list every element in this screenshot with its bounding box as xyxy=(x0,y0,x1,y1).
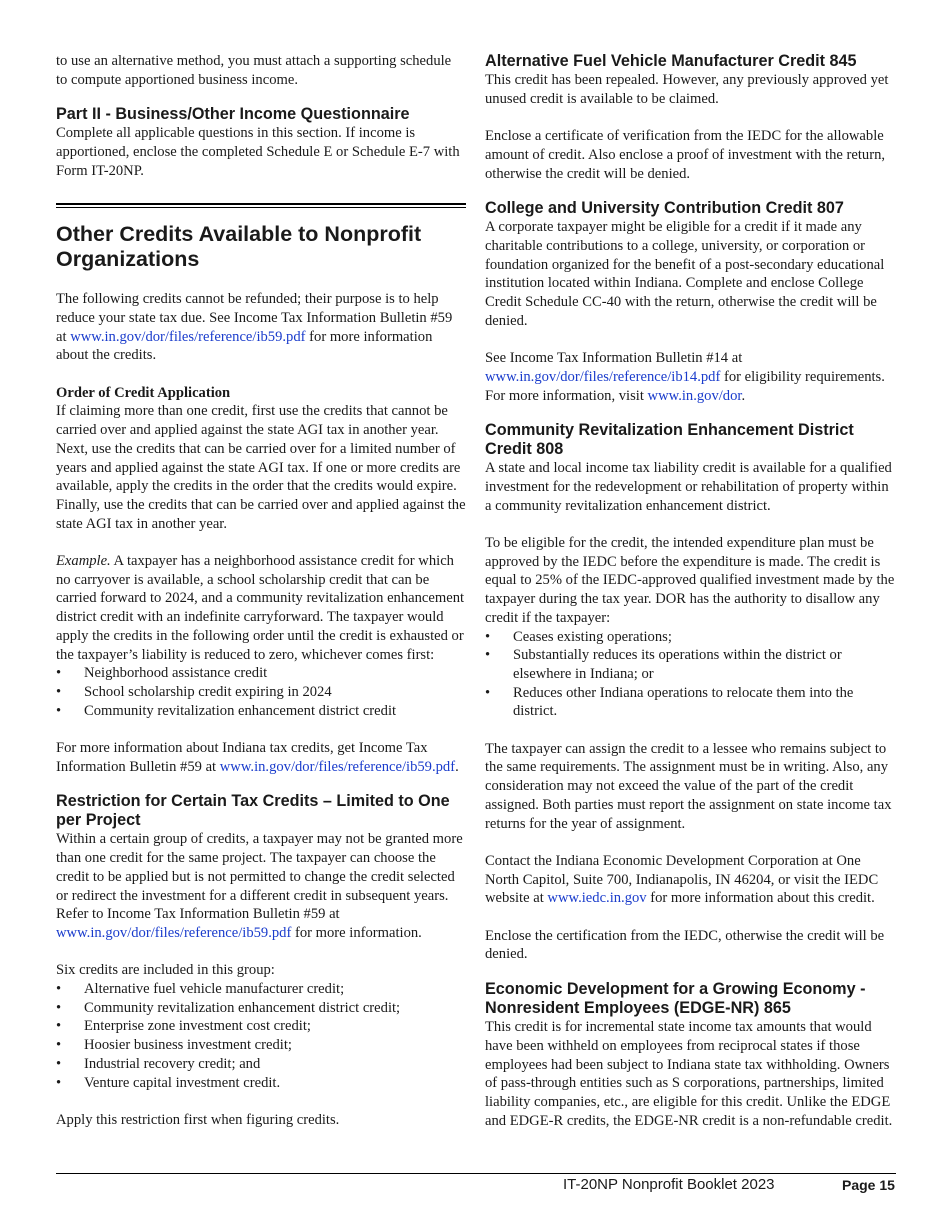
cred-text-2: To be eligible for the credit, the intended expenditure plan must be approved by the IEDC before the expenditure is made. The credit is equal to 25% of the IEDC-approved qualified investment made by the taxpayer during the tax year. DOR has the authority to disallow any credit if the taxpayer: xyxy=(485,535,895,626)
list-item: • Community revitalization enhancement district credit xyxy=(56,702,466,721)
restriction-text: Within a certain group of credits, a taxpayer may not be granted more than one credit for the same project. The taxpayer can choose the credit to be applied but is not permitted to change the credit selected or redirect the investment for a different credit in subsequent years. Refer to Income Tax Information Bulletin #59 at www.in.gov/dor/files/reference/ib59.pdf for more information. xyxy=(56,831,463,941)
list-item: • Alternative fuel vehicle manufacturer credit; xyxy=(56,980,466,999)
list-item: • Venture capital investment credit. xyxy=(56,1074,466,1093)
restriction-heading: Restriction for Certain Tax Credits – Limited to One per Project xyxy=(56,792,450,830)
list-item: • Enterprise zone investment cost credit; xyxy=(56,1017,466,1036)
cred-heading: Community Revitalization Enhancement District Credit 808 xyxy=(485,421,854,459)
college-text-1: A corporate taxpayer might be eligible for a credit if it made any charitable contributions to a college, university, or corporation or foundation organized for the benefit of a post-secondary educational institution located within Indiana. Complete and enclose College Credit Schedule CC-40 with the return, otherwise the credit will be denied. xyxy=(485,219,885,329)
ib59-link[interactable]: www.in.gov/dor/files/reference/ib59.pdf xyxy=(56,924,292,941)
order-text: If claiming more than one credit, first use the credits that cannot be carried over and applied against the state AGI tax in another year. Next, use the credits that can be carried over for a limited number of years and applied against the state AGI tax. If one or more credits are available, apply the credits in the order that the credits would expire. Finally, use the credits that can be carried over and applied against the state AGI tax in another year. xyxy=(56,403,466,532)
list-item: • Ceases existing operations; xyxy=(485,628,897,647)
cred-text-3: The taxpayer can assign the credit to a lessee who remains subject to the same requirements. The assignment must be in writing. Also, any consideration may not exceed the value of the part of the credit assigned. Both parties must report the assignment on state income tax returns for the year of assignment. xyxy=(485,740,892,832)
credits-intro: The following credits cannot be refunded; their purpose is to help reduce your state tax due. See Income Tax Information Bulletin #59 at www.in.gov/dor/files/reference/ib59.pdf for more information about the credits. xyxy=(56,291,453,364)
six-credits-list xyxy=(56,980,466,1092)
list-item: • Industrial recovery credit; and xyxy=(56,1055,466,1074)
list-item: • Community revitalization enhancement district credit; xyxy=(56,999,466,1018)
edge-heading: Economic Development for a Growing Economy - Nonresident Employees (EDGE-NR) 865 xyxy=(485,980,866,1018)
footer-rule xyxy=(56,1173,896,1174)
college-heading: College and University Contribution Credit 807 xyxy=(485,199,844,218)
example-list xyxy=(56,664,466,720)
afv-text-2: Enclose a certificate of verification from the IEDC for the allowable amount of credit. Also enclose a proof of investment with the return, otherwise the credit will be denied. xyxy=(485,128,886,182)
ib59-link[interactable]: www.in.gov/dor/files/reference/ib59.pdf xyxy=(219,758,456,775)
footer-title: IT-20NP Nonprofit Booklet 2023 xyxy=(563,1176,775,1193)
ib14-link[interactable]: www.in.gov/dor/files/reference/ib14.pdf xyxy=(485,368,721,385)
ib59-link[interactable]: www.in.gov/dor/files/reference/ib59.pdf xyxy=(70,328,306,345)
part2-text: Complete all applicable questions in this section. If income is apportioned, enclose the completed Schedule E or Schedule E-7 with Form IT-20NP. xyxy=(56,125,460,179)
more-info-text: For more information about Indiana tax credits, get Income Tax Information Bulletin #59 at www.in.gov/dor/files/reference/ib59.pdf. xyxy=(56,740,459,775)
list-item: • Reduces other Indiana operations to relocate them into the district. xyxy=(485,684,897,721)
left-column xyxy=(56,52,466,1130)
order-heading: Order of Credit Application xyxy=(56,384,231,401)
page-number: Page 15 xyxy=(842,1177,895,1193)
dor-link[interactable]: www.in.gov/dor xyxy=(647,387,742,404)
cred-text-1: A state and local income tax liability credit is available for a qualified investment for the redevelopment or rehabilitation of property within a community revitalization enhancement district. xyxy=(485,460,892,514)
cred-text-5: Enclose the certification from the IEDC, otherwise the credit will be denied. xyxy=(485,927,885,963)
list-item: • School scholarship credit expiring in 2024 xyxy=(56,683,466,702)
section-divider xyxy=(56,203,466,208)
college-text-2: See Income Tax Information Bulletin #14 at www.in.gov/dor/files/reference/ib14.pdf for eligibility requirements. For more information, visit www.in.gov/dor. xyxy=(485,350,885,404)
list-item: • Neighborhood assistance credit xyxy=(56,664,466,683)
six-credits-intro: Six credits are included in this group: xyxy=(56,962,275,979)
right-column xyxy=(485,52,897,1130)
list-item: • Hoosier business investment credit; xyxy=(56,1036,466,1055)
afv-heading: Alternative Fuel Vehicle Manufacturer Credit 845 xyxy=(485,52,857,70)
afv-text-1: This credit has been repealed. However, any previously approved yet unused credit is available to be claimed. xyxy=(485,72,889,107)
intro-text: to use an alternative method, you must attach a supporting schedule to compute apportioned business income. xyxy=(56,53,452,88)
apply-restriction-text: Apply this restriction first when figuring credits. xyxy=(56,1111,340,1128)
list-item: • Substantially reduces its operations within the district or elsewhere in Indiana; or xyxy=(485,646,897,683)
cred-text-4: Contact the Indiana Economic Development Corporation at One North Capitol, Suite 700, Indianapolis, IN 46204, or visit the IEDC website at www.iedc.in.gov for more information about this credit. xyxy=(485,852,879,907)
part2-heading: Part II - Business/Other Income Questionnaire xyxy=(56,105,410,124)
cred-list xyxy=(485,628,897,722)
main-heading: Other Credits Available to Nonprofit Organizations xyxy=(56,221,422,271)
edge-text-1: This credit is for incremental state income tax amounts that would have been withheld on employees from reciprocal states if those employees had been subject to Indiana state tax withholding. Owners of pass-through entities such as S corporations, partnerships, limited liability companies, etc., are eligible for this credit. Unlike the EDGE and EDGE-R credits, the EDGE-NR credit is a non-refundable credit. xyxy=(485,1019,893,1129)
iedc-link[interactable]: www.iedc.in.gov xyxy=(547,890,647,907)
example-text: Example. A taxpayer has a neighborhood assistance credit for which no carryover is available, a school scholarship credit that can be carried forward to 2024, and a community revitalization enhancement district credit with an indefinite carryforward. The taxpayer would apply the credits in the following order until the credit is exhausted or the taxpayer’s liability is reduced to zero, whichever comes first: xyxy=(56,553,465,663)
